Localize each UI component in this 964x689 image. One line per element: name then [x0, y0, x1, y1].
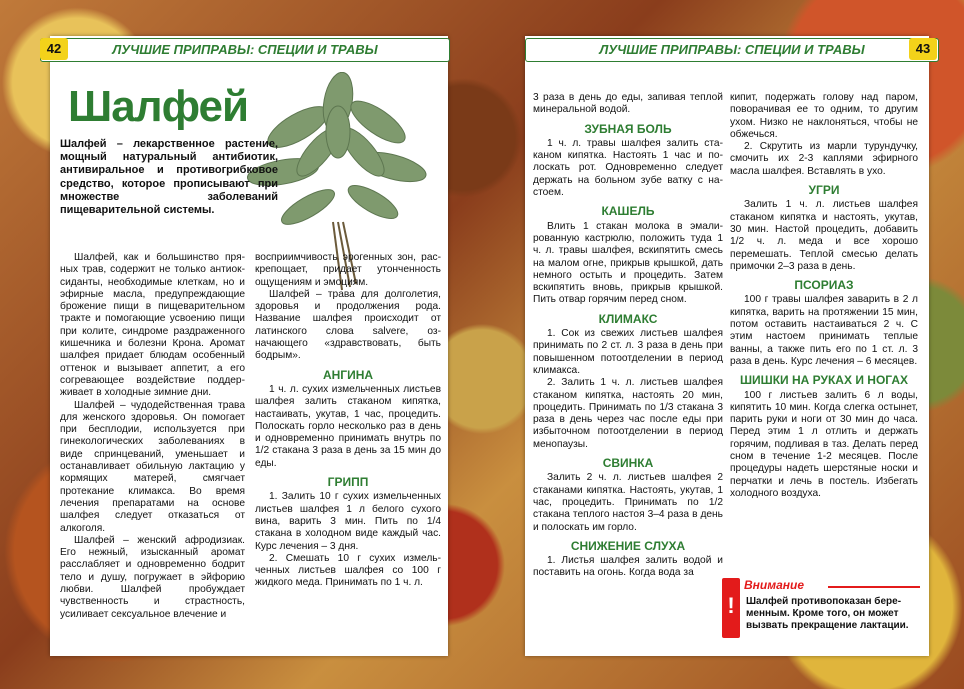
exclamation-icon: ! — [722, 578, 740, 638]
gripp-text-2: 2. Смешать 10 г сухих измельченных листьев шалфея со 100 г жидкого меда. Принимать по 1 ч. л. — [255, 552, 441, 589]
women-health-paragraph: Шалфей – чудодейственная трава для женского здоровья. Он помогает при бесплодии, используется при гинекологических заболеваниях в виде спринцеваний, уменьшает и останавливает обильную лактацию у кормящих матерей, смягчает протекание климакса. Во время лечения препаратами на основе шалфея следует отказаться от алкоголя. — [60, 399, 245, 534]
section-heading-hearing-loss: СНИЖЕНИЕ СЛУХА — [570, 538, 686, 553]
intro-paragraph: Шалфей, как и большинство пряных трав, содержит не только антиоксиданты, необходимые клеткам, но и эфирные масла, предупреждающие брожение пищи в пищеварительном тракте и помогающие усвоению пищи при колите, синдроме раздраженного кишечника и болезни Крона. Аромат шалфея придает блюдам особенный оттенок и вызывает аппетит, а его согревающее воздействие поддерживает в холодные зимние дни. — [60, 252, 245, 399]
right-page-number: 43 — [909, 38, 937, 60]
psoriasis-text: 100 г травы шалфея заварить в 2 л кипятка, варить на протяжении 15 мин, потом оставить настаиваться 2 ч. С этим настоем принимать теплые ванны, а также пить его по 1 ст. л. 3 раза в день. Курс лечения – 6 месяцев. — [730, 294, 918, 367]
section-heading-cough: КАШЕЛЬ — [601, 204, 655, 219]
section-heading-menopause: КЛИМАКС — [598, 311, 658, 326]
bunions-text: 100 г листьев залить 6 л воды, кипятить 10 мин. Когда слегка остынет, парить руки и ноги от 30 мин до часа. Перед этим 1 л отлить и держать горячим, подливая в таз. Делать перед сном в течение 1-2 месяцев. После процедуры надеть шерстяные носки и перчатки и лечь в постель. Избегать холодного воздуха. — [730, 389, 918, 499]
angina-text: 1 ч. л. сухих измельченных листьев шалфея залить стаканом кипятка, настаивать, укутав, 1 час, процедить. Полоскать горло несколько раз в день и одновременно принимать внутрь по 1/2 стакана 3 раза в день за 15 мин до еды. — [255, 383, 441, 469]
section-heading-toothache: ЗУБНАЯ БОЛЬ — [584, 121, 672, 136]
lead-paragraph: Шалфей – лекарственное растение, мощный натуральный антибиотик, антивиральное и противогрибковое средство, которое прописывают при множестве заболеваний пищеварительной системы. — [60, 138, 278, 217]
section-heading-psoriasis: ПСОРИАЗ — [794, 278, 854, 293]
warning-divider — [828, 586, 920, 588]
warning-title: Внимание — [744, 578, 805, 592]
gripp-text-1: 1. Залить 10 г сухих измельченных листьев шалфея 1 л белого сухого вина, варить 3 мин. Пить по 1/4 стакана в холодном виде каждый час. Курс лечения – 3 дня. — [255, 491, 441, 552]
right-column-1 — [533, 92, 723, 580]
hearing-loss-text-2: 2. Скрутить из марли турундучку, смочить их 2-3 каплями эфирного масла шалфея. Вставлять в ухо. — [730, 141, 918, 177]
section-heading-angina: АНГИНА — [322, 367, 374, 382]
right-column-2 — [730, 92, 918, 500]
longevity-paragraph: Шалфей – трава для долголетия, здоровья и продолжения рода. Название шалфея происходит от латинского слова salvere, означающего «здравствовать, быть бодрым». — [255, 288, 441, 362]
section-heading-bunions: ШИШКИ НА РУКАХ И НОГАХ — [739, 373, 908, 388]
toothache-text: 1 ч. л. травы шалфея залить стаканом кипятка. Настоять 1 час и полоскать рот. Одновременно следует держать на больном зубе ватку с настоем. — [533, 137, 723, 199]
left-page-header: ЛУЧШИЕ ПРИПРАВЫ: СПЕЦИИ И ТРАВЫ — [40, 38, 450, 62]
page-title: Шалфей — [68, 82, 249, 131]
section-heading-mumps: СВИНКА — [602, 456, 654, 471]
acne-text: Залить 1 ч. л. листьев шалфея стаканом кипятка и настоять, укутав, 30 мин. Настой процедить, добавить 1/2 ч. л. меда и все хорошо перемешать. Теплой смесью делать примочки 2–3 раза в день. — [730, 199, 918, 272]
menopause-text-1: 1. Сок из свежих листьев шалфея принимать по 2 ст. л. 3 раза в день при повышенном потоотделении в период климакса. — [533, 328, 723, 376]
warning-text: Шалфей противопоказан беременным. Кроме того, он может вызвать прекращение лактации. — [746, 596, 909, 631]
continuation-paragraph: кипит, подержать голову над паром, поворачивая ее то одним, то другим ухом. Низко не наклоняться, чтобы не обжечься. — [730, 92, 918, 140]
continuation-paragraph: 3 раза в день до еды, запивая теплой минеральной водой. — [533, 92, 723, 116]
menopause-text-2: 2. Залить 1 ч. л. листьев шалфея стаканом кипятка, настоять 20 мин, процедить. Принимать по 1/3 стакана 3 раза в день через час после еды при избыточном потоотделении в период менопаузы. — [533, 377, 723, 450]
cough-text: Влить 1 стакан молока в эмалированную кастрюлю, положить туда 1 ч. л. травы шалфея, вскипятить смесь на малом огне, прикрыв крышкой, дать немного остыть и процедить. Затем вскипятить вновь, прикрыв крышкой. Пить отвар горячим перед сном. — [533, 220, 723, 306]
hearing-loss-text: 1. Листья шалфея залить водой и поставить на огонь. Когда вода за — [533, 555, 723, 579]
right-page-header: ЛУЧШИЕ ПРИПРАВЫ: СПЕЦИИ И ТРАВЫ — [525, 38, 939, 62]
section-heading-acne: УГРИ — [808, 183, 840, 198]
left-page-number: 42 — [40, 38, 68, 60]
continuation-paragraph: восприимчивость эрогенных зон, раскрепощает, придает утонченность ощущениям и эмоциям. — [255, 252, 441, 288]
aphrodisiac-paragraph: Шалфей – женский афродизиак. Его нежный, изысканный аромат расслабляет и одновременно бодрит тело и душу, погружает в эйфорию любви. Шалфей пробуждает чувственность и страстность, усиливает сексуальное влечение и — [60, 534, 245, 620]
section-heading-gripp: ГРИПП — [327, 475, 369, 490]
left-column-1 — [60, 252, 245, 621]
left-column-2 — [255, 252, 441, 590]
warning-box — [722, 578, 922, 640]
mumps-text: Залить 2 ч. л. листьев шалфея 2 стаканами кипятка. Настоять, укутав, 1 час, процедить. Принимать по 1/2 стакана теплого настоя 3–4 раза в день и полоскать им горло. — [533, 472, 723, 533]
